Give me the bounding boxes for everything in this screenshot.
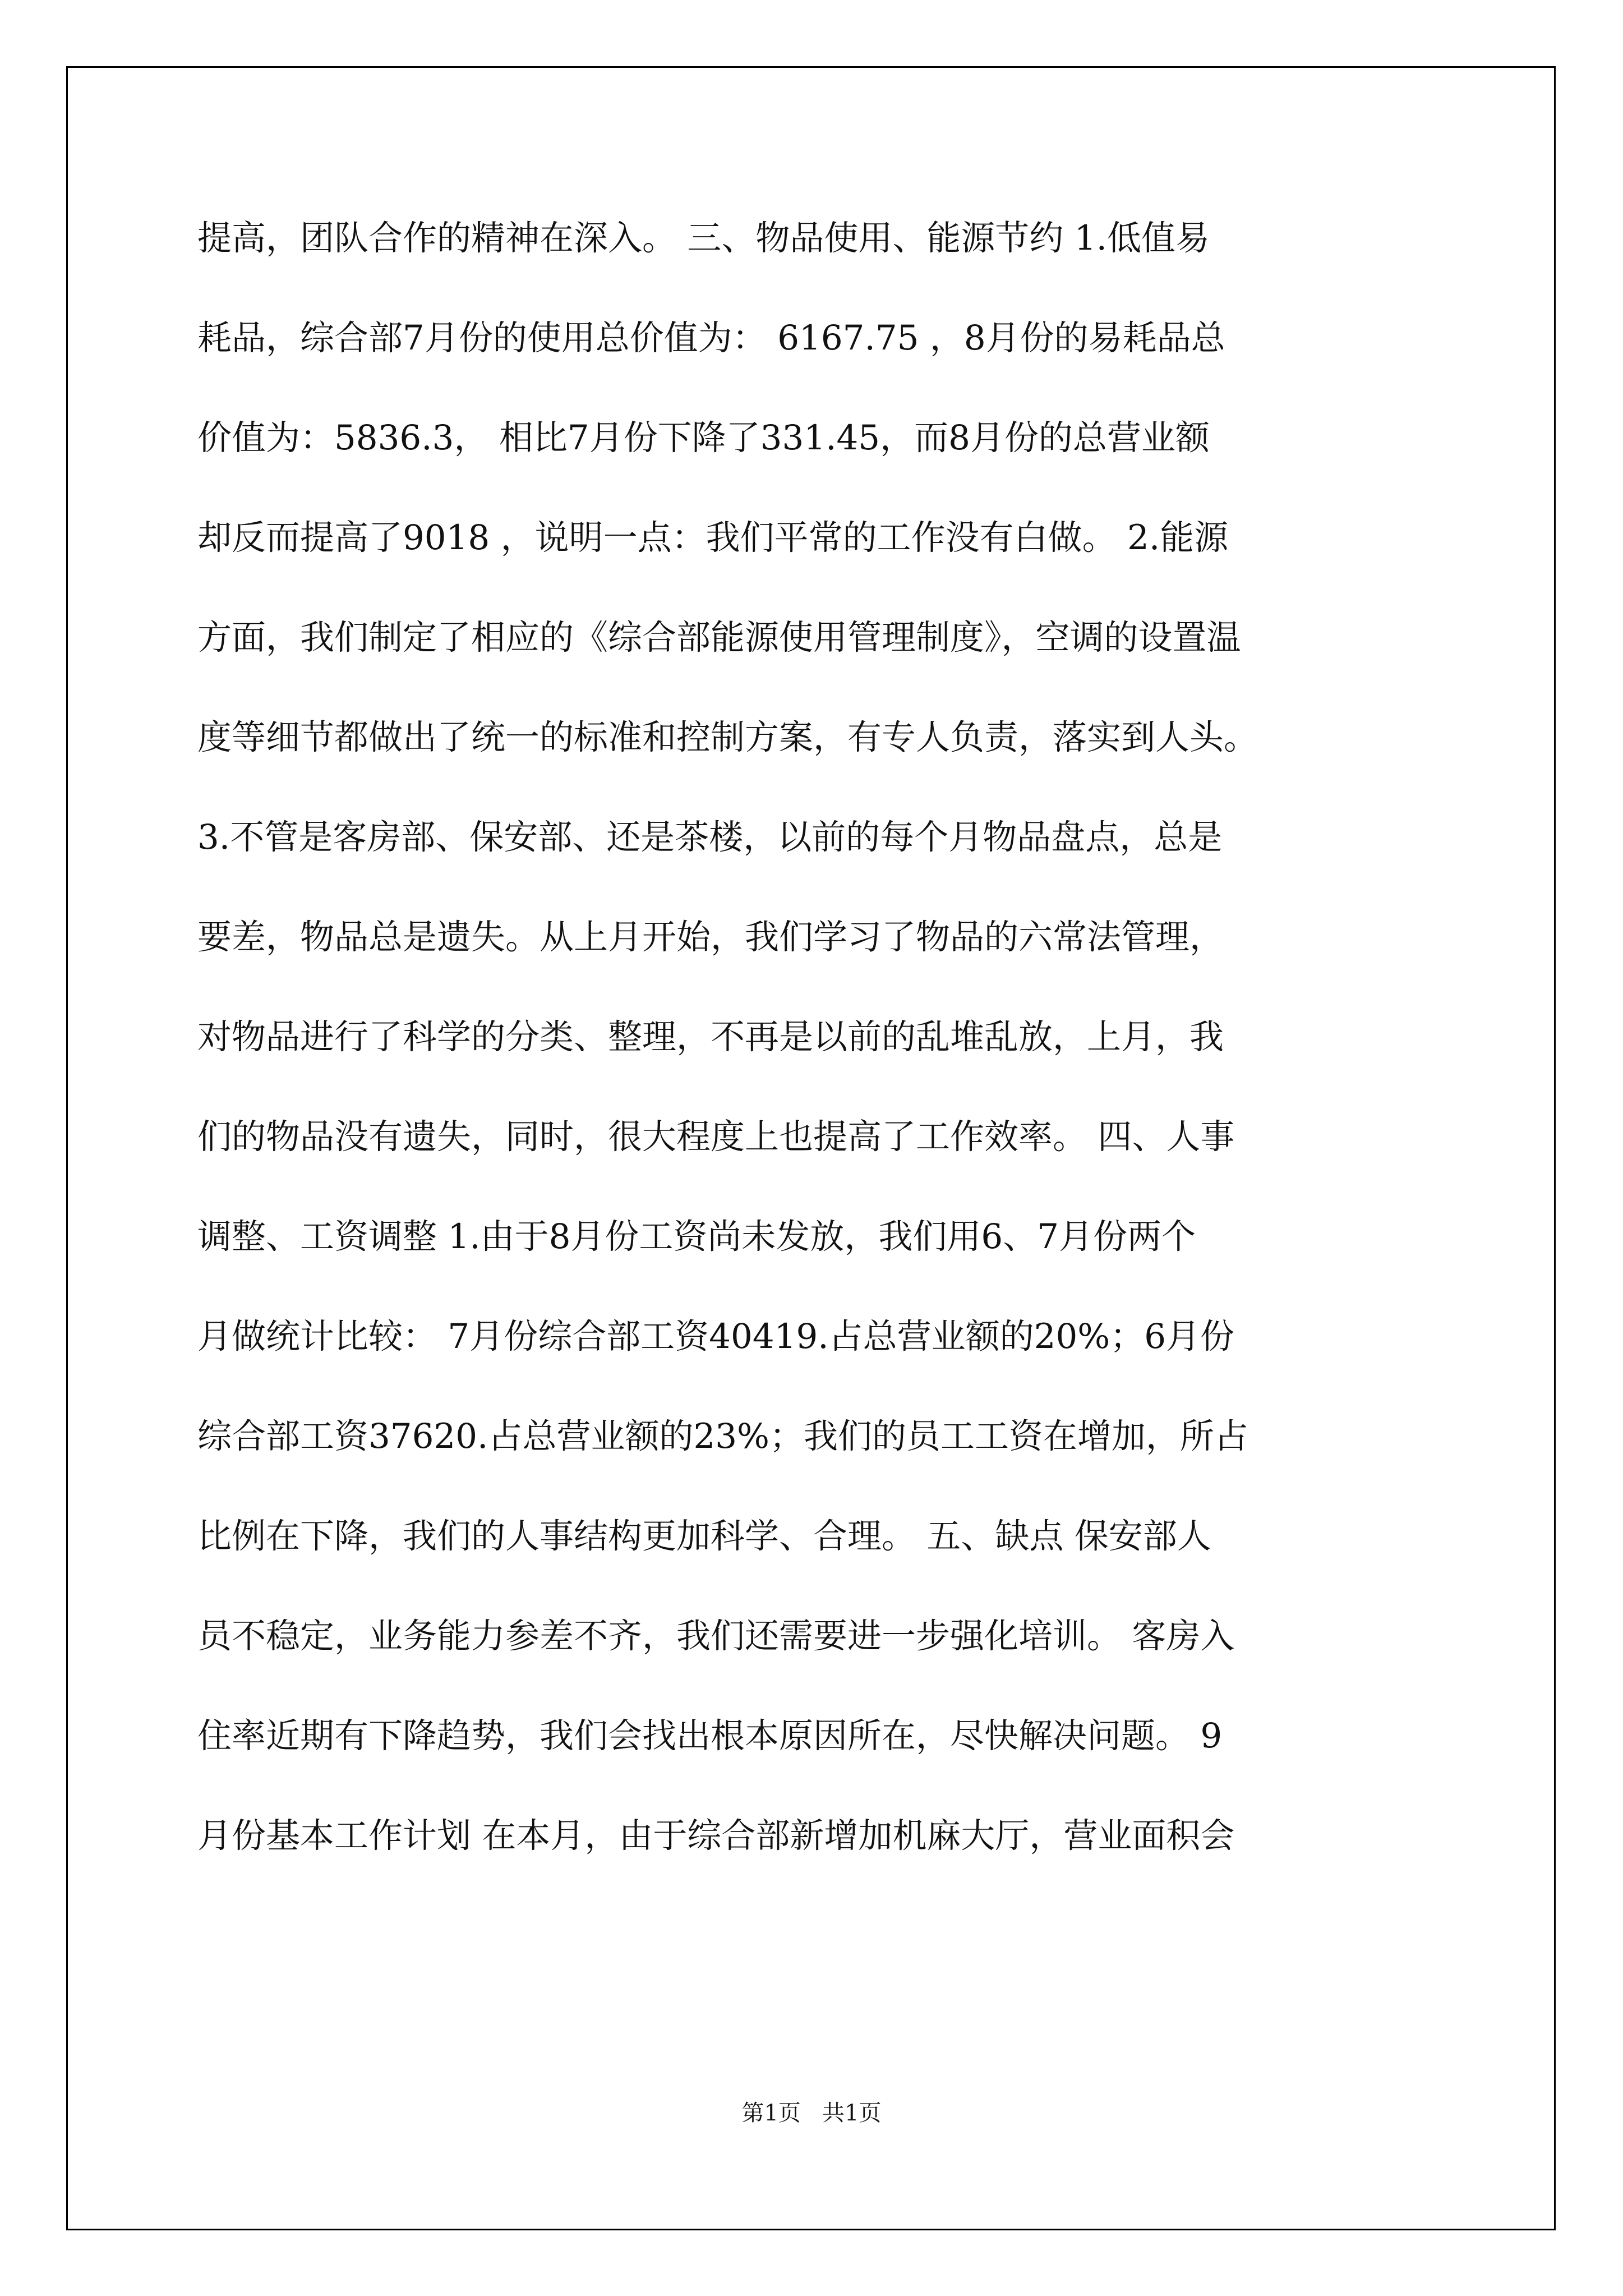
text-line: 提高，团队合作的精神在深入。 三、物品使用、能源节约 1.低值易 xyxy=(197,218,1210,258)
text-line: 价值为：5836.3， 相比7月份下降了331.45，而8月份的总营业额 xyxy=(197,418,1210,458)
text-line: 月做统计比较： 7月份综合部工资40419.占总营业额的20%；6月份 xyxy=(197,1317,1235,1356)
text-line: 方面，我们制定了相应的《综合部能源使用管理制度》，空调的设置温 xyxy=(197,618,1241,657)
document-body xyxy=(197,213,1431,1911)
text-line: 们的物品没有遗失，同时，很大程度上也提高了工作效率。 四、人事 xyxy=(197,1117,1235,1157)
text-line: 3.不管是客房部、保安部、还是茶楼，以前的每个月物品盘点，总是 xyxy=(197,817,1223,857)
text-line: 比例在下降，我们的人事结构更加科学、合理。 五、缺点 保安部人 xyxy=(197,1516,1211,1556)
text-line: 对物品进行了科学的分类、整理，不再是以前的乱堆乱放，上月，我 xyxy=(197,1017,1224,1057)
text-line: 员不稳定，业务能力参差不齐，我们还需要进一步强化培训。 客房入 xyxy=(197,1616,1235,1656)
text-line: 调整、工资调整 1.由于8月份工资尚未发放，我们用6、7月份两个 xyxy=(197,1217,1196,1257)
text-line: 耗品，综合部7月份的使用总价值为： 6167.75 ，8月份的易耗品总 xyxy=(197,318,1225,358)
text-line: 却反而提高了9018 ，说明一点：我们平常的工作没有白做。 2.能源 xyxy=(197,518,1229,558)
text-line: 住率近期有下降趋势，我们会找出根本原因所在，尽快解决问题。 9 xyxy=(197,1716,1223,1756)
text-line: 度等细节都做出了统一的标准和控制方案，有专人负责，落实到人头。 xyxy=(197,717,1258,757)
text-line: 月份基本工作计划 在本月，由于综合部新增加机麻大厅，营业面积会 xyxy=(197,1816,1235,1856)
page-number-footer: 第1页 共1页 xyxy=(741,2100,882,2126)
text-line: 要差，物品总是遗失。从上月开始，我们学习了物品的六常法管理， xyxy=(197,917,1224,957)
text-line: 综合部工资37620.占总营业额的23%；我们的员工工资在增加，所占 xyxy=(197,1416,1249,1456)
